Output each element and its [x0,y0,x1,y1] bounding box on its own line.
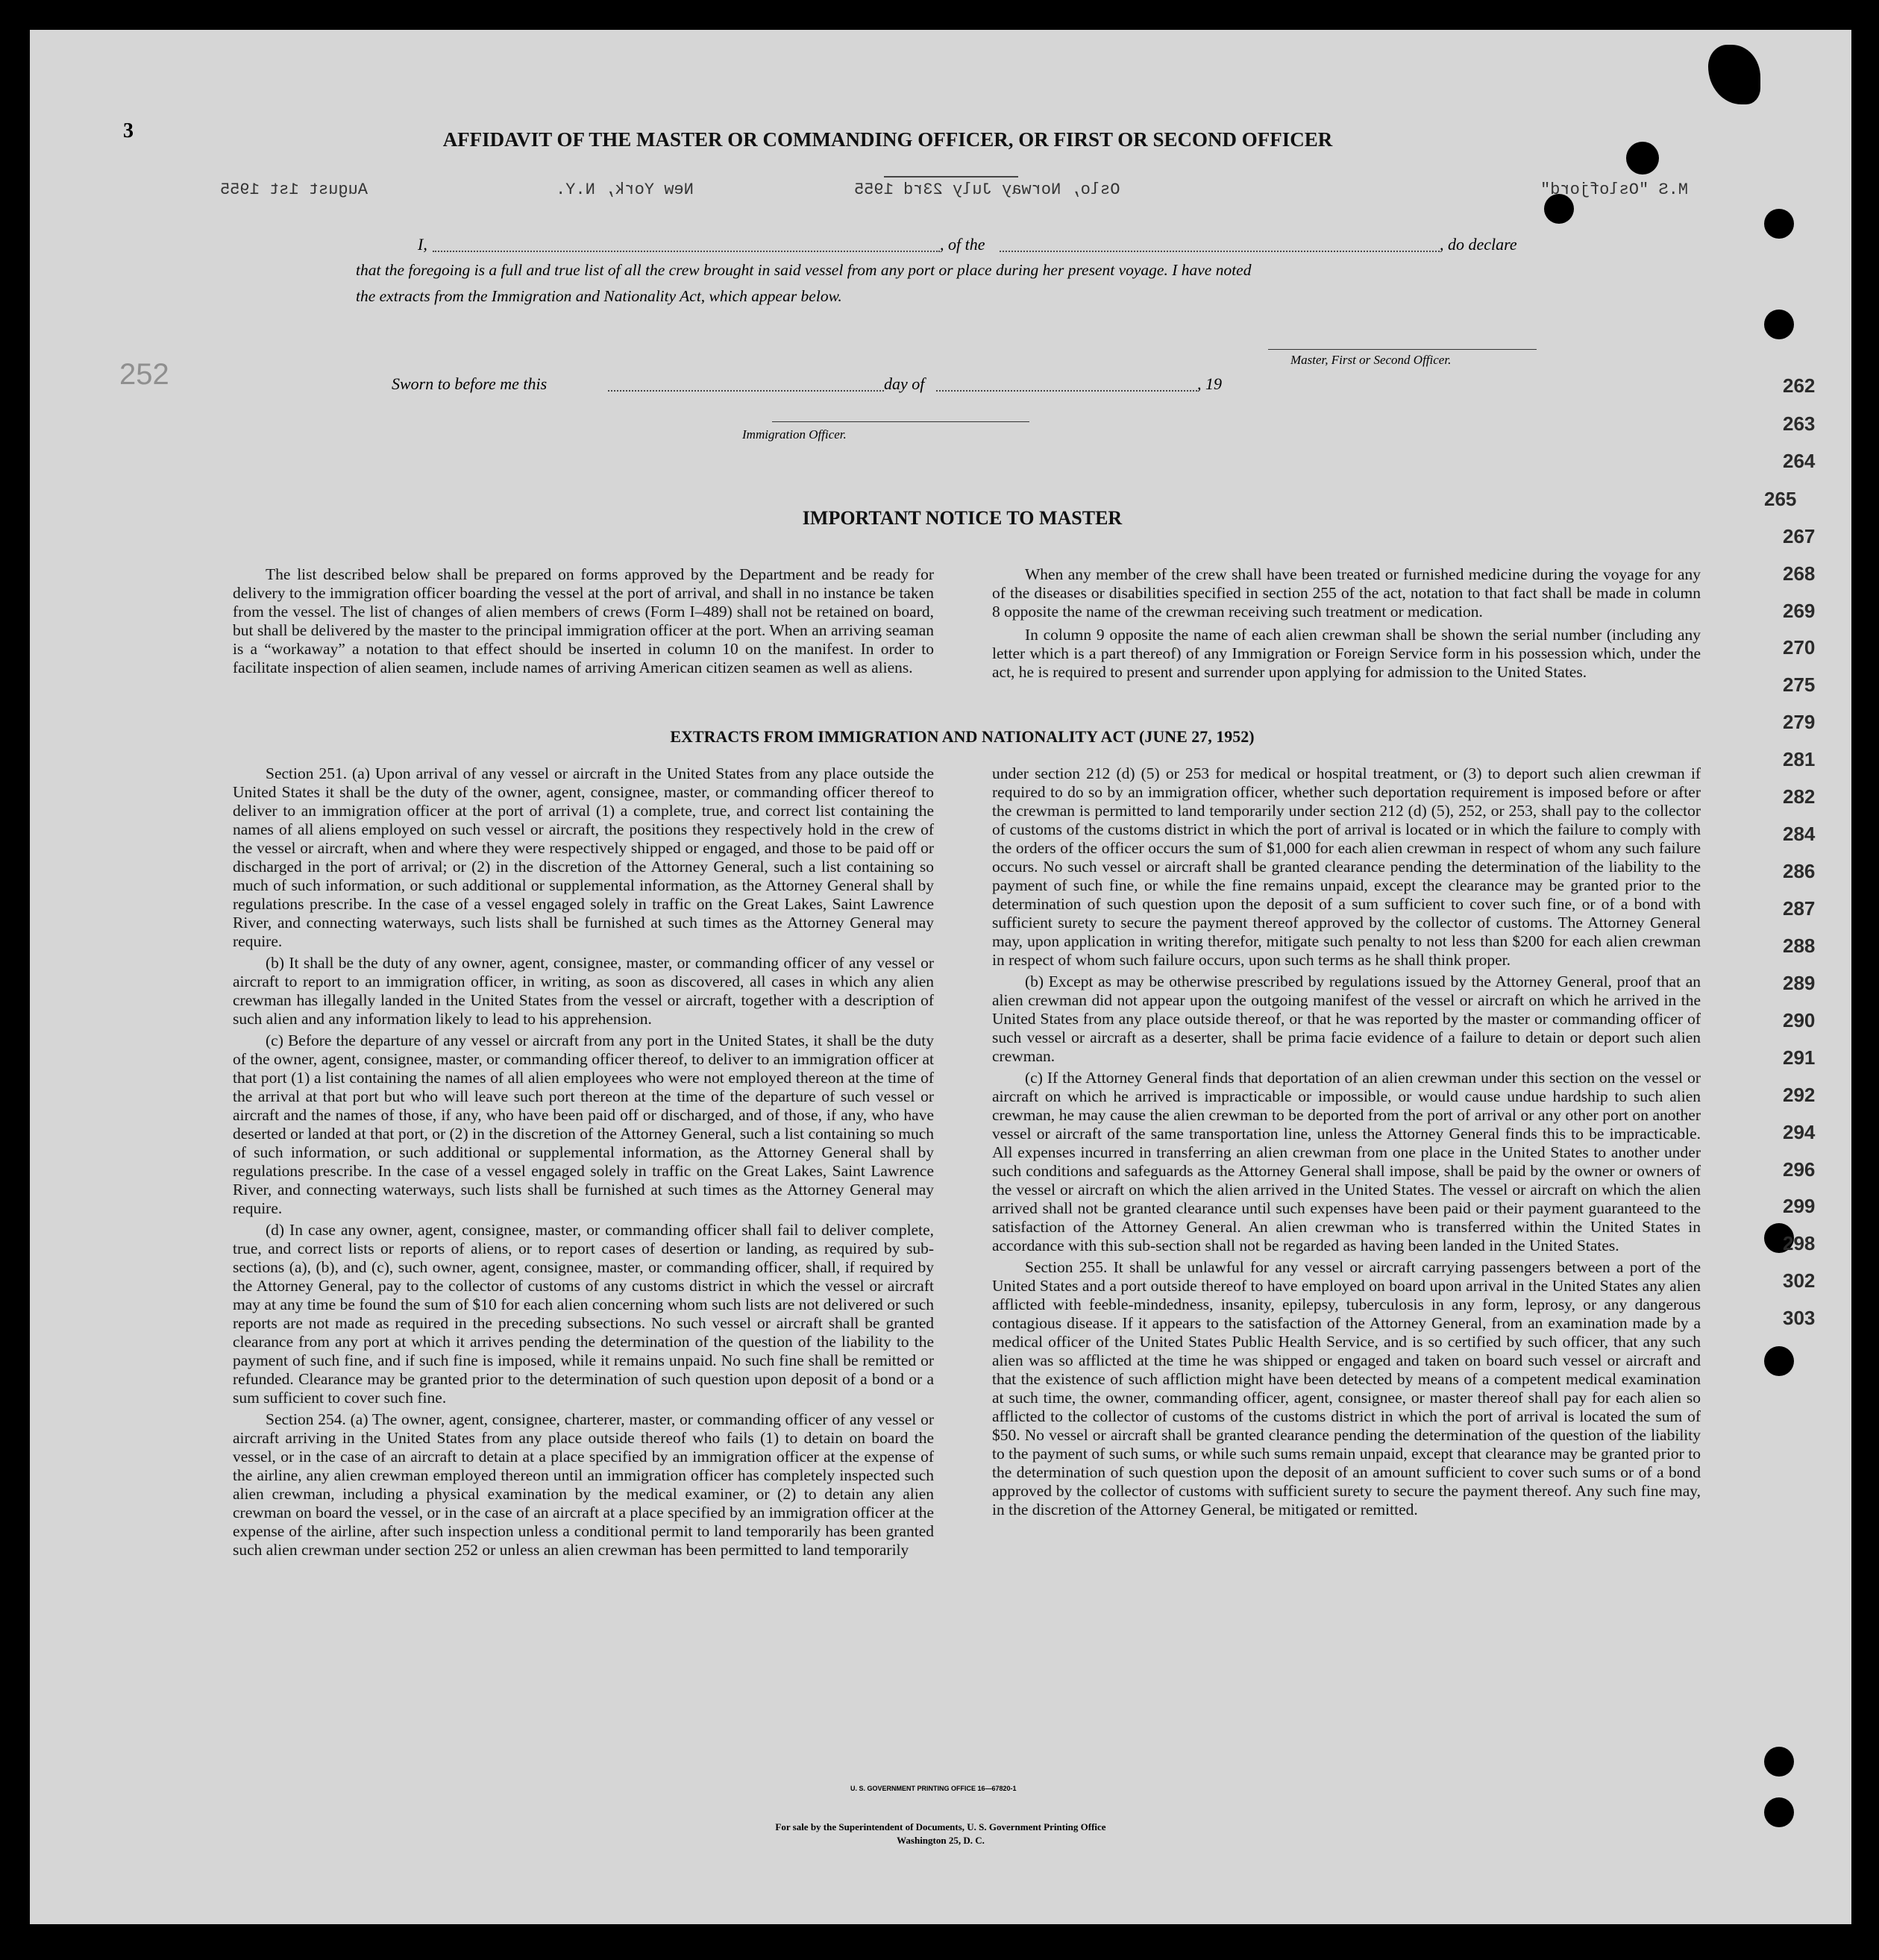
extract-paragraph: Section 255. It shall be unlawful for any vessel or aircraft carrying passengers between a port of the United States and a port outside thereof to have employed on board upon arrival in the United States any alien afflicted with feeble-mindedness, insanity, epilepsy, tuberculosis in any form, leprosy, or any dangerous contagious disease. If it appears to the satisfaction of the Attorney General, from an examination made by a medical officer of the United States Public Health Service, and is so certified by such officer, that any such alien was so afflicted at the time he was shipped or engaged and taken on board such vessel or aircraft and that the existence of such affliction might have been detected by means of a competent medical examination at such time, the owner, commanding officer, agent, consignee, or master thereof shall pay for each alien so afflicted to the collector of customs of the customs district in which the port of arrival is located the sum of $50. No vessel or aircraft shall be granted clearance pending the determination of the question of the liability to the payment of such sums, or while such sums remain unpaid, except that clearance may be granted prior to the determination of such question upon the deposit of an amount sufficient to cover such sums or of a bond approved by the collector of customs with sufficient surety to secure the payment thereof. Any such fine may, in the discretion of the Attorney General, be mitigated or remitted. [992,1258,1701,1518]
extract-paragraph: under section 212 (d) (5) or 253 for medical or hospital treatment, or (3) to deport such alien crewman if required to do so by an immigration officer, whether such deportation requirement is imposed before or after the crewman is permitted to land temporarily under section 212 (d) (5), 252, or 253, shall pay to the collector of customs of the customs district in which the port of arrival is located or in which the failure to comply with the orders of the officer occurs the sum of $1,000 for each alien crewman in respect of whom any such failure occurs. No such vessel or aircraft shall be granted clearance pending the determination of the liability to the payment of such fine, or while the fine remains unpaid, except the clearance may be granted prior to the determination of such question upon the deposit of a sum sufficient to cover such fine, or of a bond with sufficient surety to secure the payment thereof approved by the collector of customs. The Attorney General may, upon application in writing therefor, mitigate such penalty to not less than $200 for each alien crewman in respect of whom such failure occurs, upon such terms as he shall think proper. [992,764,1701,969]
extract-paragraph: Section 251. (a) Upon arrival of any vessel or aircraft in the United States from any place outside the United States it shall be the duty of the owner, agent, consignee, master, or commanding officer thereof to deliver to an immigration officer at the port of arrival (1) a complete, true, and correct list containing the names of all aliens employed on such vessel or aircraft, the positions they respectively hold in the crew of the vessel or aircraft, when and where they were respectively shipped or engaged, and those to be paid off or discharged in the port of arrival; or (2) in the discretion of the Attorney General, such a list containing so much of such information, or such additional or supplemental information, as the Attorney General shall by regulations prescribe. In the case of a vessel engaged solely in traffic on the Great Lakes, Saint Lawrence River, and connecting waterways, such lists shall be furnished at such times as the Attorney General may require. [233,764,934,950]
title-rule [884,176,1018,178]
extracts-title: EXTRACTS FROM IMMIGRATION AND NATIONALITY ACT (JUNE 27, 1952) [670,727,1255,746]
bleed-row-number: 289 [1783,972,1816,994]
typed-ship: M.S "Oslofjord" [1540,180,1689,199]
declaration-blank-vessel [1000,251,1440,252]
bleed-row-number: 286 [1783,860,1816,882]
declaration-do-declare: , do declare [1440,235,1517,254]
declaration-statement-1: that the foregoing is a full and true list of all the crew brought in said vessel from any port or place during her present voyage. I have noted [356,261,1252,279]
affidavit-title: AFFIDAVIT OF THE MASTER OR COMMANDING OFFICER, OR FIRST OR SECOND OFFICER [442,128,1333,151]
bleed-row-number: 263 [1783,412,1816,435]
officer-label: Immigration Officer. [742,427,847,442]
sale-notice-line-1: For sale by the Superintendent of Documents, U. S. Government Printing Office [775,1821,1106,1832]
bleed-row-number: 265 [1764,488,1797,510]
extract-paragraph: (c) If the Attorney General finds that deportation of an alien crewman under this section on the vessel or aircraft on which he arrived is impracticable or impossible, or would cause undue hardship to such alien crewman, he may cause the alien crewman to be deported from the port of arrival or any other port on another vessel or aircraft of the same transportation line, unless the Attorney General finds this to be impracticable. All expenses incurred in transferring an alien crewman from one place in the United States to another under such conditions and safeguards as the Attorney General shall impose, shall be paid by the owner or owners of the vessel or aircraft on which the alien arrived in the United States. The vessel or aircraft on which the alien arrived shall not be granted clearance until such expenses have been paid or their payment guaranteed to the satisfaction of the Attorney General. An alien crewman who is transferred within the United States in accordance with this sub-section shall not be regarded as having been landed in the United States. [992,1069,1701,1254]
notice-right-paragraph: When any member of the crew shall have been treated or furnished medicine during the voyage for any of the diseases or disabilities specified in section 255 of the act, notation to that fact shall be made in column 8 opposite the name of the crewman receiving such treatment or medication. [992,565,1701,621]
signature-line [1268,349,1537,350]
page-number: 3 [123,119,134,142]
bleed-row-number: 288 [1783,935,1816,957]
declaration-i: I, [418,235,427,254]
bleed-row-number: 287 [1783,897,1816,920]
bleed-row-number: 279 [1783,711,1816,733]
bleed-row-number: 269 [1783,600,1816,622]
bleed-row-number: 290 [1783,1009,1816,1031]
typed-date: August 1st 1955 [220,180,368,199]
sworn-before: Sworn to before me this [392,374,548,393]
sworn-blank-2 [936,390,1197,392]
sworn-year: , 19 [1197,374,1222,393]
bleed-row-number: 262 [1783,374,1816,397]
officer-line [772,421,1029,422]
punch-hole [1764,1747,1794,1777]
bleed-row-number: 282 [1783,785,1816,808]
bleed-row-number: 275 [1783,673,1816,696]
notice-left-paragraph: The list described below shall be prepared on forms approved by the Department and be ready for delivery to the immigration officer boarding the vessel at the port of arrival, and shall in no instance be taken from the vessel. The list of changes of alien members of crews (Form I–489) shall not be retained on board, but shall be delivered by the master to the principal immigration officer at the port. When an arriving seaman is a “workaway” a notation to that effect should be inserted in column 10 on the manifest. In order to facilitate inspection of alien seamen, include names of arriving American citizen seamen as well as aliens. [233,565,934,676]
bleed-row-number: 284 [1783,823,1816,845]
extracts-left-column [233,764,934,1562]
notice-left-column [233,565,934,680]
sale-notice-line-2: Washington 25, D. C. [897,1835,985,1846]
notice-right-column [992,565,1701,685]
extract-paragraph: Section 254. (a) The owner, agent, consignee, charterer, master, or commanding officer of any vessel or aircraft arriving in the United States from any place outside thereof who fails (1) to detain on board the vessel, or in the case of an aircraft to detain at a place specified by an immigration officer at the expense of the airline, any alien crewman employed thereon until an immigration officer has completely inspected such alien crewman, including a physical examination by the medical examiner, or (2) to detain any alien crewman on board the vessel, or in the case of an aircraft at a place specified by an immigration officer at the expense of the airline, after such inspection unless a conditional permit to land temporarily has been granted such alien crewman under section 252 or unless an alien crewman has been permitted to land temporarily [233,1410,934,1559]
typed-arrival: New York, N.Y. [556,180,694,199]
declaration-of-the: , of the [940,235,985,254]
bleed-row-number: 302 [1783,1269,1816,1292]
extracts-right-column [992,764,1701,1522]
ghost-number: 252 [119,358,169,391]
bleed-row-number: 270 [1783,636,1816,659]
typed-port: Oslo, Norway July 23rd 1955 [854,180,1120,199]
bleed-row-number: 292 [1783,1084,1816,1106]
sworn-blank-1 [608,390,884,392]
document-page [30,30,1851,1924]
notice-right-paragraph: In column 9 opposite the name of each alien crewman shall be shown the serial number (including any letter which is a part thereof) of any Immigration or Foreign Service form in his possession which, under the act, he is required to present and surrender upon applying for admission to the United States. [992,626,1701,681]
punch-hole [1764,310,1794,339]
sworn-day-of: day of [884,374,925,393]
extract-paragraph: (b) Except as may be otherwise prescribed by regulations issued by the Attorney General, proof that an alien crewman did not appear upon the outgoing manifest of the vessel or aircraft on which he arrived in the United States from any place outside thereof, or that he was reported by the master or commanding officer of such vessel or aircraft as a deserter, shall be prima facie evidence of a failure to detain or deport such alien crewman. [992,973,1701,1065]
extract-paragraph: (b) It shall be the duty of any owner, agent, consignee, master, or commanding officer of any vessel or aircraft to report to an immigration officer, in writing, as soon as discovered, all cases in which any alien crewman has illegally landed in the United States from the vessel or aircraft, together with a description of such alien and any information likely to lead to his apprehension. [233,954,934,1028]
gpo-imprint: U. S. GOVERNMENT PRINTING OFFICE 16—67820-1 [850,1785,1017,1792]
punch-hole [1764,1933,1791,1960]
punch-hole [1764,209,1794,239]
extract-paragraph: (d) In case any owner, agent, consignee, master, or commanding officer shall fail to deliver complete, true, and correct lists or reports of aliens, or to report cases of desertion or landing, as required by sub-sections (a), (b), and (c), such owner, agent, consignee, master, or commanding officer, shall, if required by the Attorney General, pay to the collector of customs of any customs district in which the vessel or aircraft may at any time be found the sum of $10 for each alien concerning whom such lists are not delivered or such reports are not made as required in the preceding subsections. No such vessel or aircraft shall be granted clearance from any port at which it arrives pending the determination of the question of the liability to the payment of such fine, and if such fine is imposed, while it remains unpaid. No such fine shall be remitted or refunded. Clearance may be granted prior to the determination of such question upon deposit of a bond or a sum sufficient to cover such fine. [233,1221,934,1407]
bleed-row-number: 299 [1783,1195,1816,1217]
bleed-row-number: 294 [1783,1121,1816,1143]
bleed-row-number: 267 [1783,525,1816,547]
bleed-row-number: 264 [1783,450,1816,472]
signature-label: Master, First or Second Officer. [1290,353,1452,367]
bleed-row-number: 268 [1783,562,1816,585]
ink-blot [1626,142,1659,175]
notice-title: IMPORTANT NOTICE TO MASTER [802,507,1123,529]
punch-hole [1764,1346,1794,1376]
declaration-blank-name [433,251,940,252]
bleed-row-number: 296 [1783,1158,1816,1181]
bleed-row-number: 291 [1783,1046,1816,1069]
bleed-row-number: 298 [1783,1232,1816,1254]
torn-corner [1708,45,1760,104]
extract-paragraph: (c) Before the departure of any vessel or aircraft from any port in the United States, it shall be the duty of the owner, agent, consignee, master, or commanding officer thereof, to deliver to an immigration officer at that port (1) a list containing the names of all alien employees who were not employed thereon at the time of the arrival at that port but who will leave such port thereon at the time of the departure of such vessel or aircraft and the names of those, if any, who have been paid off or discharged, and of those, if any, who have deserted or landed at that port, or (2) in the discretion of the Attorney General, such a list containing so much of such information, or such additional or supplemental information, as the Attorney General shall by regulations prescribe. In the case of a vessel engaged solely in traffic on the Great Lakes, Saint Lawrence River, and connecting waterways, such lists shall be furnished at such times as the Attorney General may require. [233,1031,934,1217]
bleed-row-number: 303 [1783,1307,1816,1329]
bleed-row-number: 281 [1783,748,1816,770]
declaration-statement-2: the extracts from the Immigration and Nationality Act, which appear below. [356,287,842,305]
